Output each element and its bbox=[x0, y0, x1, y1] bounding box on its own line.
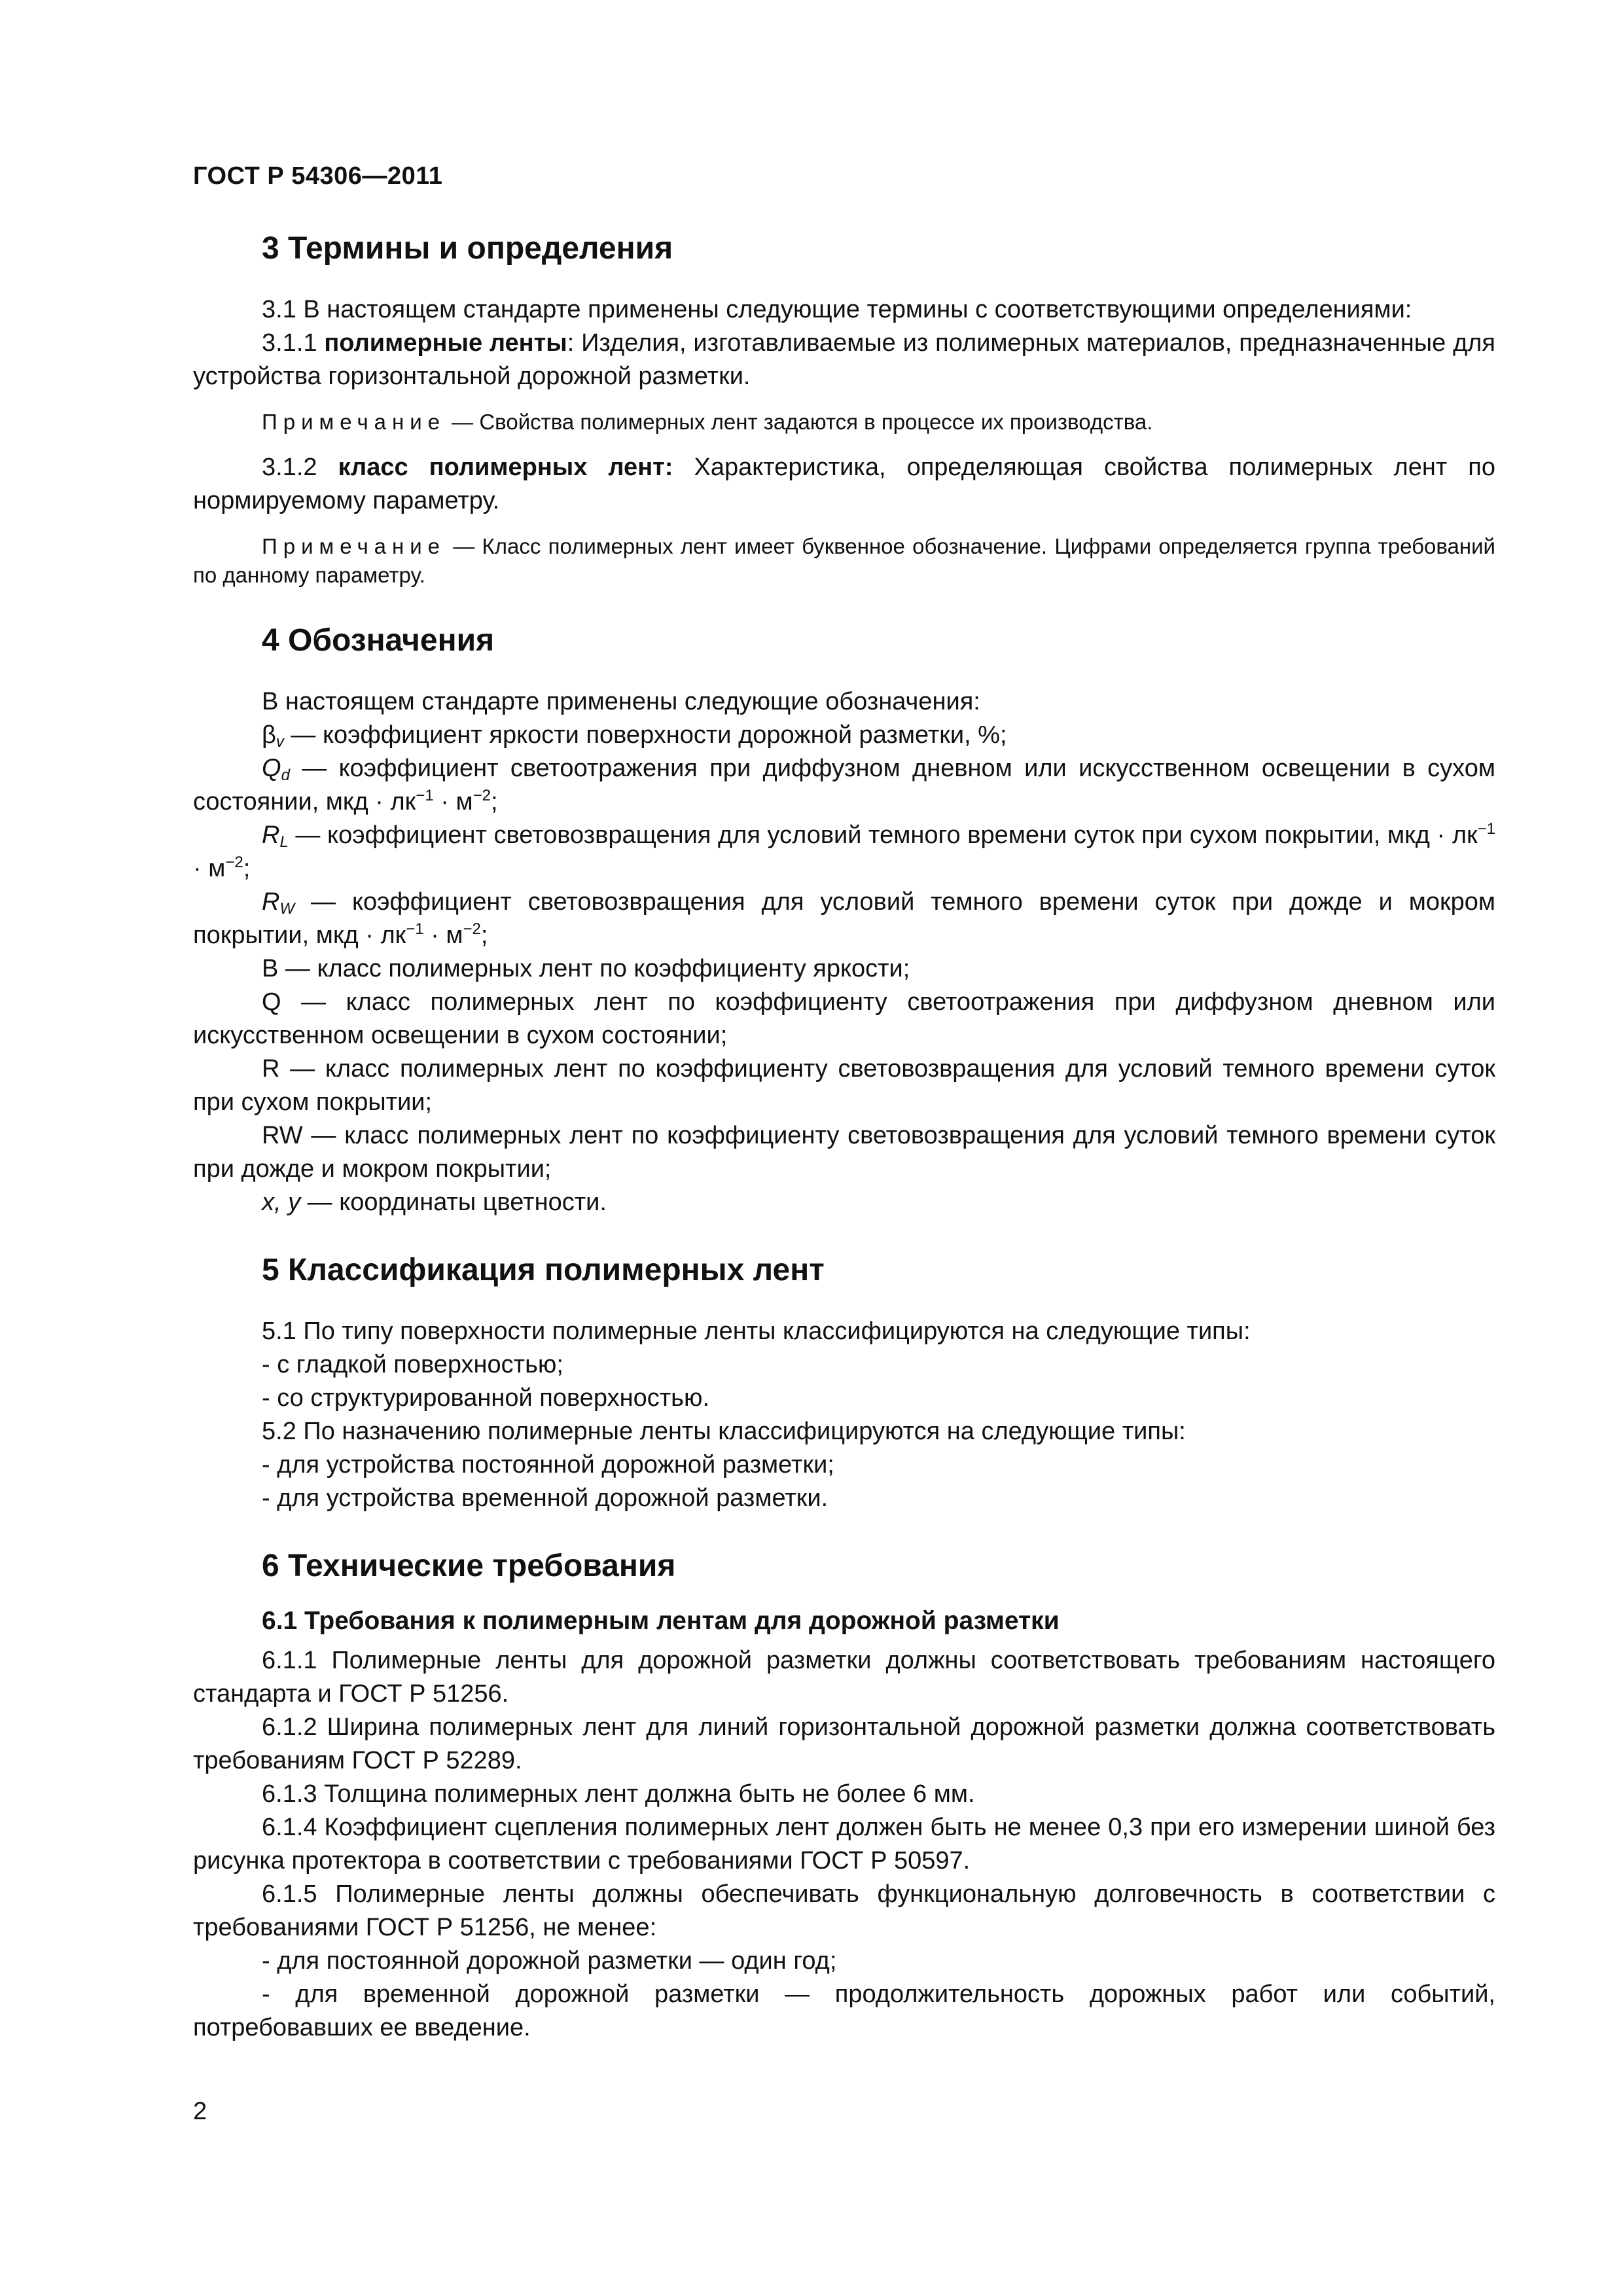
clause-3-1-2 bbox=[193, 451, 1495, 518]
section-6-heading: 6 Технические требования bbox=[262, 1549, 676, 1583]
unit: · м bbox=[433, 788, 473, 816]
symbol-class-b: B — класс полимерных лент по коэффициенту яркости; bbox=[262, 955, 910, 982]
symbol: R bbox=[262, 888, 280, 916]
clause-5-1: 5.1 По типу поверхности полимерные ленты классифицируются на следующие типы: bbox=[262, 1318, 1251, 1345]
page-number: 2 bbox=[193, 2098, 207, 2125]
symbol-qd bbox=[193, 752, 1495, 819]
symbol-class-q: Q — класс полимерных лент по коэффициенту светоотражения при диффузном дневном или искусственном освещении в сухом состоянии; bbox=[193, 988, 1495, 1049]
exponent: −1 bbox=[416, 787, 434, 804]
subscript: W bbox=[279, 900, 295, 918]
clause-6-1-4: 6.1.4 Коэффициент сцепления полимерных лент должен быть не менее 0,3 при его измерении шиной без рисунка протектора в соответствии с требованиями ГОСТ Р 50597. bbox=[193, 1814, 1495, 1874]
symbol-rl bbox=[193, 819, 1495, 886]
clause-6-1-1: 6.1.1 Полимерные ленты для дорожной разметки должны соответствовать требованиям настоящего стандарта и ГОСТ Р 51256. bbox=[193, 1647, 1495, 1708]
exponent: −2 bbox=[225, 853, 243, 871]
list-item: - для временной дорожной разметки — продолжительность дорожных работ или событий, потребовавших ее введение. bbox=[193, 1981, 1495, 2041]
clause-3-1-1 bbox=[193, 327, 1495, 393]
symbol: Q bbox=[262, 755, 281, 782]
list-item: - для устройства постоянной дорожной разметки; bbox=[262, 1451, 834, 1479]
note-label: Примечание bbox=[262, 410, 446, 434]
symbols-intro: В настоящем стандарте применены следующие обозначения: bbox=[262, 688, 980, 715]
symbol: R bbox=[262, 821, 280, 849]
symbol-class-rw: RW — класс полимерных лент по коэффициенту световозвращения для условий темного времени суток при дожде и мокром покрытии; bbox=[193, 1122, 1495, 1183]
section-3-heading: 3 Термины и определения bbox=[262, 231, 673, 266]
note-label: Примечание bbox=[262, 534, 446, 558]
note-text: — Класс полимерных лент имеет буквенное обозначение. Цифрами определяется группа требований по данному параметру. bbox=[193, 534, 1495, 587]
exponent: −2 bbox=[463, 920, 481, 938]
unit: · м bbox=[423, 922, 463, 949]
subscript: v bbox=[276, 733, 284, 751]
term-tape-class: класс полимерных лент: bbox=[338, 454, 673, 481]
symbol-class-r: R — класс полимерных лент по коэффициенту световозвращения для условий темного времени суток при сухом покрытии; bbox=[193, 1055, 1495, 1116]
clause-number: 3.1.2 bbox=[262, 454, 338, 481]
note-1 bbox=[193, 408, 1495, 437]
section-5-heading: 5 Классификация полимерных лент bbox=[262, 1253, 825, 1287]
clause-5-2: 5.2 По назначению полимерные ленты классифицируются на следующие типы: bbox=[262, 1418, 1186, 1445]
exponent: −1 bbox=[406, 920, 424, 938]
symbol: β bbox=[262, 721, 276, 749]
punctuation: ; bbox=[490, 788, 498, 816]
clause-6-1-2: 6.1.2 Ширина полимерных лент для линий горизонтальной дорожной разметки должна соответствовать требованиям ГОСТ Р 52289. bbox=[193, 1713, 1495, 1774]
list-item: - с гладкой поверхностью; bbox=[262, 1351, 563, 1378]
clause-3-1: 3.1 В настоящем стандарте применены следующие термины с соответствующими определениями: bbox=[262, 296, 1412, 323]
clause-6-1-3: 6.1.3 Толщина полимерных лент должна быть не более 6 мм. bbox=[262, 1780, 975, 1808]
symbol-definition: — коэффициент яркости поверхности дорожной разметки, %; bbox=[283, 721, 1007, 749]
subscript: L bbox=[279, 833, 289, 851]
note-2 bbox=[193, 532, 1495, 590]
symbol-definition: — коэффициент светоотражения при диффузном дневном или искусственном освещении в сухом состоянии, мкд · лк bbox=[193, 755, 1495, 816]
clause-number: 3.1.1 bbox=[262, 329, 325, 357]
list-item: - для устройства временной дорожной разметки. bbox=[262, 1484, 829, 1512]
symbol-definition: — коэффициент световозвращения для условий темного времени суток при дожде и мокром покрытии, мкд · лк bbox=[193, 888, 1495, 949]
symbol-rw bbox=[193, 886, 1495, 952]
subscript: d bbox=[281, 766, 290, 784]
symbol-definition: — координаты цветности. bbox=[300, 1189, 607, 1216]
unit: · м bbox=[193, 855, 226, 882]
note-text: — Свойства полимерных лент задаются в процессе их производства. bbox=[446, 410, 1153, 434]
symbol-definition: — коэффициент световозвращения для условий темного времени суток при сухом покрытии, мкд · лк bbox=[288, 821, 1478, 849]
page-content bbox=[193, 229, 1495, 2045]
section-4-heading: 4 Обозначения bbox=[262, 623, 495, 658]
punctuation: ; bbox=[243, 855, 251, 882]
list-item: - для постоянной дорожной разметки — один год; bbox=[262, 1947, 837, 1975]
symbol: x, y bbox=[262, 1189, 301, 1216]
exponent: −2 bbox=[473, 787, 491, 804]
symbol-xy bbox=[193, 1186, 1495, 1219]
document-header: ГОСТ Р 54306—2011 bbox=[193, 162, 443, 190]
exponent: −1 bbox=[1477, 820, 1495, 838]
term-polymer-tapes: полимерные ленты bbox=[324, 329, 567, 357]
list-item: - со структурированной поверхностью. bbox=[262, 1384, 709, 1412]
symbol-beta bbox=[193, 719, 1495, 752]
clause-6-1-5: 6.1.5 Полимерные ленты должны обеспечивать функциональную долговечность в соответствии с требованиями ГОСТ Р 51256, не менее: bbox=[193, 1880, 1495, 1941]
subsection-6-1-heading: 6.1 Требования к полимерным лентам для дорожной разметки bbox=[262, 1607, 1060, 1635]
punctuation: ; bbox=[480, 922, 488, 949]
term-definition: : Изделия, изготавливаемые из полимерных материалов, предназначенные для устройства горизонтальной дорожной разметки. bbox=[193, 329, 1495, 390]
term-definition: Характеристика, определяющая свойства полимерных лент по нормируемому параметру. bbox=[193, 454, 1496, 514]
